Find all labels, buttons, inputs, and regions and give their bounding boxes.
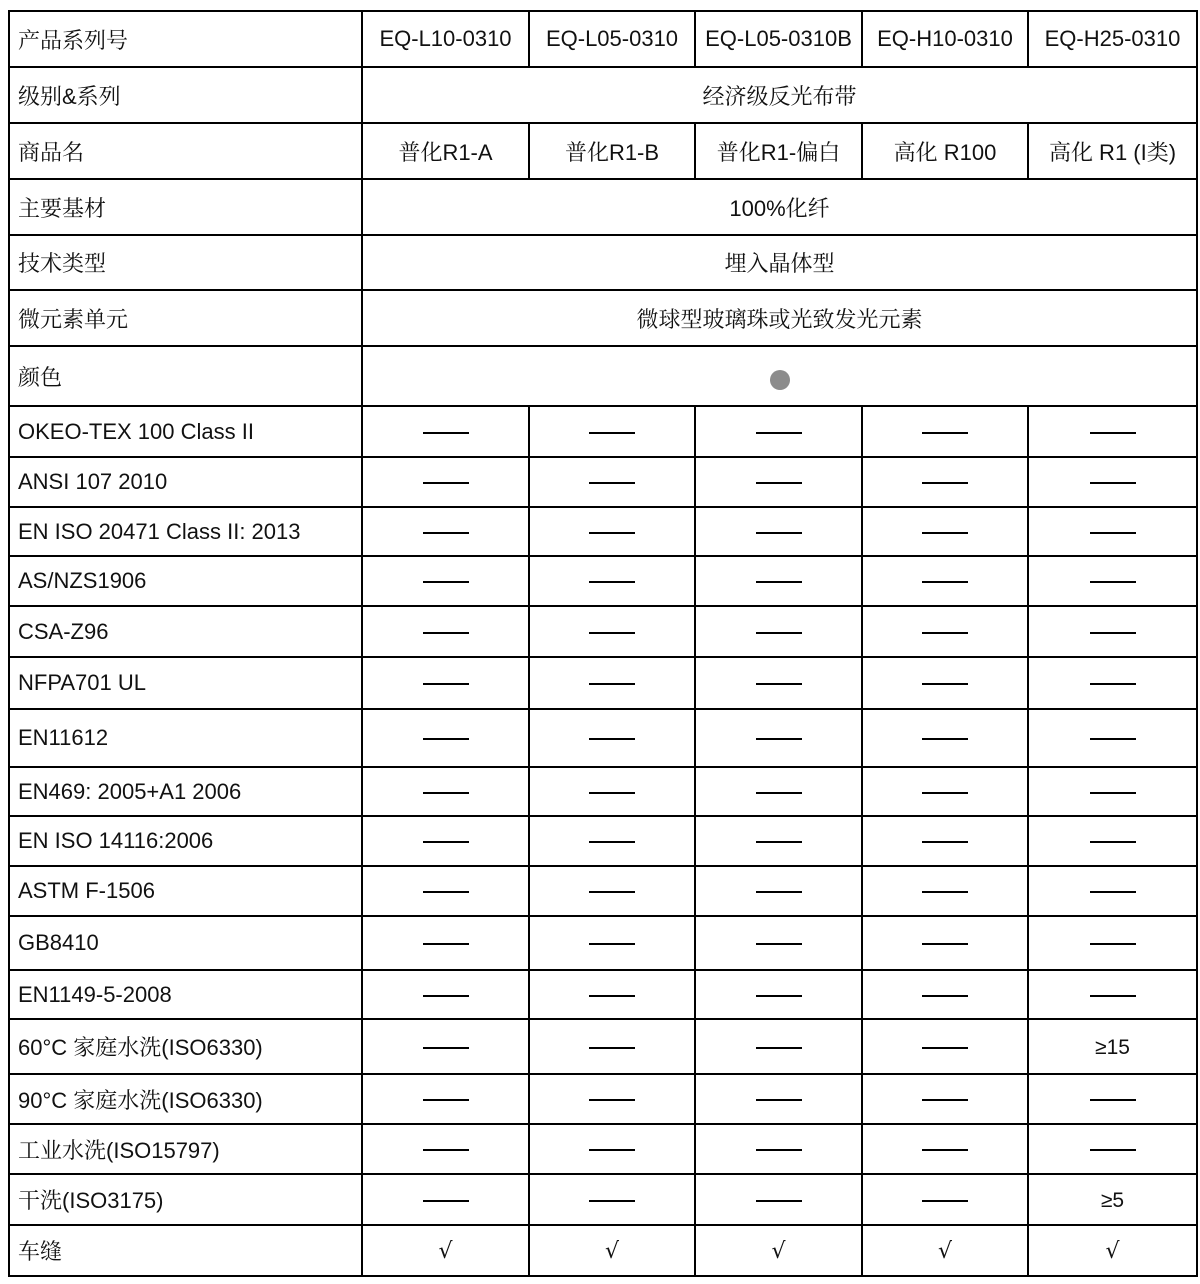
standard-row <box>9 866 1197 916</box>
dash-mark <box>589 432 635 434</box>
color-label: 颜色 <box>9 346 362 406</box>
dash-mark <box>1090 841 1136 843</box>
not-applicable-cell <box>1028 457 1197 507</box>
not-applicable-cell <box>695 507 862 556</box>
not-applicable-cell <box>695 970 862 1019</box>
dash-mark <box>922 943 968 945</box>
not-applicable-cell <box>362 1019 529 1074</box>
not-applicable-cell <box>1028 816 1197 866</box>
not-applicable-cell <box>362 406 529 457</box>
dash-mark <box>922 1149 968 1151</box>
check-cell <box>362 1225 529 1276</box>
not-applicable-cell <box>1028 406 1197 457</box>
standard-label: 干洗(ISO3175) <box>9 1174 362 1225</box>
dash-mark <box>756 532 802 534</box>
dash-mark <box>589 581 635 583</box>
not-applicable-cell <box>1028 657 1197 709</box>
dash-mark <box>423 995 469 997</box>
check-cell <box>529 1225 695 1276</box>
not-applicable-cell <box>1028 970 1197 1019</box>
model-name: EQ-L05-0310B <box>695 11 862 67</box>
dash-mark <box>756 1047 802 1049</box>
not-applicable-cell <box>529 970 695 1019</box>
standard-label: EN ISO 14116:2006 <box>9 816 362 866</box>
not-applicable-cell <box>362 970 529 1019</box>
base-material-label: 主要基材 <box>9 179 362 235</box>
not-applicable-cell <box>862 916 1028 970</box>
not-applicable-cell <box>362 709 529 767</box>
trade-name-value: 高化 R1 (I类) <box>1028 123 1197 179</box>
dash-mark <box>589 532 635 534</box>
dash-mark <box>423 1200 469 1202</box>
not-applicable-cell <box>1028 866 1197 916</box>
not-applicable-cell <box>362 1124 529 1174</box>
dash-mark <box>756 841 802 843</box>
dash-mark <box>756 1200 802 1202</box>
dash-mark <box>423 1149 469 1151</box>
grade-value: 经济级反光布带 <box>362 67 1197 123</box>
rating-cell <box>1028 1019 1197 1074</box>
trade-name-value: 高化 R100 <box>862 123 1028 179</box>
dash-mark <box>756 1149 802 1151</box>
dash-mark <box>922 632 968 634</box>
standard-label: EN1149-5-2008 <box>9 970 362 1019</box>
not-applicable-cell <box>529 406 695 457</box>
not-applicable-cell <box>862 709 1028 767</box>
dash-mark <box>423 683 469 685</box>
not-applicable-cell <box>862 970 1028 1019</box>
not-applicable-cell <box>529 916 695 970</box>
standard-row <box>9 1124 1197 1174</box>
standard-label: GB8410 <box>9 916 362 970</box>
dash-mark <box>756 683 802 685</box>
standard-label: 60°C 家庭水洗(ISO6330) <box>9 1019 362 1074</box>
not-applicable-cell <box>695 406 862 457</box>
dash-mark <box>922 738 968 740</box>
not-applicable-cell <box>862 1124 1028 1174</box>
not-applicable-cell <box>862 1074 1028 1124</box>
grade-label: 级别&系列 <box>9 67 362 123</box>
standard-row <box>9 606 1197 657</box>
not-applicable-cell <box>362 1074 529 1124</box>
dash-mark <box>589 1047 635 1049</box>
model-name: EQ-H10-0310 <box>862 11 1028 67</box>
not-applicable-cell <box>362 767 529 816</box>
not-applicable-cell <box>362 916 529 970</box>
dash-mark <box>423 943 469 945</box>
color-row <box>9 346 1197 406</box>
dash-mark <box>922 532 968 534</box>
not-applicable-cell <box>529 1074 695 1124</box>
base-material-value: 100%化纤 <box>362 179 1197 235</box>
header-row <box>9 11 1197 67</box>
not-applicable-cell <box>529 1019 695 1074</box>
dash-mark <box>423 1099 469 1101</box>
dash-mark <box>589 632 635 634</box>
grade-row <box>9 67 1197 123</box>
color-cell <box>362 346 1197 406</box>
rating-value: ≥15 <box>1095 1035 1130 1059</box>
dash-mark <box>922 581 968 583</box>
tech-type-row <box>9 235 1197 290</box>
dash-mark <box>922 841 968 843</box>
dash-mark <box>589 482 635 484</box>
dash-mark <box>589 995 635 997</box>
dash-mark <box>756 738 802 740</box>
not-applicable-cell <box>1028 507 1197 556</box>
spec-table <box>8 10 1198 1277</box>
check-cell <box>695 1225 862 1276</box>
standard-row <box>9 507 1197 556</box>
not-applicable-cell <box>862 606 1028 657</box>
dash-mark <box>1090 432 1136 434</box>
standard-row <box>9 816 1197 866</box>
dash-mark <box>589 738 635 740</box>
not-applicable-cell <box>695 916 862 970</box>
dash-mark <box>1090 581 1136 583</box>
dash-mark <box>756 432 802 434</box>
model-name: EQ-L10-0310 <box>362 11 529 67</box>
not-applicable-cell <box>862 767 1028 816</box>
standard-row <box>9 406 1197 457</box>
dash-mark <box>922 1200 968 1202</box>
standard-row <box>9 1074 1197 1124</box>
dash-mark <box>756 632 802 634</box>
not-applicable-cell <box>1028 1074 1197 1124</box>
standard-row <box>9 1019 1197 1074</box>
dash-mark <box>922 432 968 434</box>
not-applicable-cell <box>362 556 529 606</box>
not-applicable-cell <box>362 866 529 916</box>
dash-mark <box>1090 738 1136 740</box>
not-applicable-cell <box>862 816 1028 866</box>
not-applicable-cell <box>1028 767 1197 816</box>
dash-mark <box>922 891 968 893</box>
not-applicable-cell <box>695 709 862 767</box>
standard-row <box>9 916 1197 970</box>
dash-mark <box>1090 532 1136 534</box>
standard-row <box>9 657 1197 709</box>
rating-value: ≥5 <box>1100 1188 1125 1212</box>
not-applicable-cell <box>1028 606 1197 657</box>
not-applicable-cell <box>695 816 862 866</box>
dash-mark <box>756 792 802 794</box>
trade-name-value: 普化R1-B <box>529 123 695 179</box>
not-applicable-cell <box>362 507 529 556</box>
not-applicable-cell <box>862 556 1028 606</box>
tech-type-value: 埋入晶体型 <box>362 235 1197 290</box>
dash-mark <box>423 532 469 534</box>
standard-row <box>9 709 1197 767</box>
check-cell <box>1028 1225 1197 1276</box>
dash-mark <box>423 792 469 794</box>
not-applicable-cell <box>695 767 862 816</box>
not-applicable-cell <box>529 866 695 916</box>
not-applicable-cell <box>862 1019 1028 1074</box>
standard-row <box>9 1225 1197 1276</box>
dash-mark <box>922 683 968 685</box>
dash-mark <box>423 1047 469 1049</box>
dash-mark <box>423 632 469 634</box>
dash-mark <box>423 482 469 484</box>
not-applicable-cell <box>862 866 1028 916</box>
not-applicable-cell <box>695 606 862 657</box>
standard-label: CSA-Z96 <box>9 606 362 657</box>
dash-mark <box>589 891 635 893</box>
not-applicable-cell <box>695 1124 862 1174</box>
not-applicable-cell <box>529 816 695 866</box>
dash-mark <box>756 891 802 893</box>
not-applicable-cell <box>695 1174 862 1225</box>
dash-mark <box>1090 632 1136 634</box>
standard-label: EN469: 2005+A1 2006 <box>9 767 362 816</box>
rating-cell <box>1028 1174 1197 1225</box>
standard-label: NFPA701 UL <box>9 657 362 709</box>
micro-element-label: 微元素单元 <box>9 290 362 346</box>
not-applicable-cell <box>529 767 695 816</box>
not-applicable-cell <box>862 507 1028 556</box>
dash-mark <box>922 1047 968 1049</box>
dash-mark <box>922 995 968 997</box>
not-applicable-cell <box>529 507 695 556</box>
dash-mark <box>1090 1149 1136 1151</box>
dash-mark <box>1090 482 1136 484</box>
standard-row <box>9 556 1197 606</box>
not-applicable-cell <box>1028 1124 1197 1174</box>
check-cell <box>862 1225 1028 1276</box>
standard-label: OKEO-TEX 100 Class II <box>9 406 362 457</box>
not-applicable-cell <box>529 1174 695 1225</box>
not-applicable-cell <box>529 657 695 709</box>
micro-element-row <box>9 290 1197 346</box>
check-mark: √ <box>604 1238 620 1264</box>
trade-name-label: 商品名 <box>9 123 362 179</box>
dash-mark <box>589 1200 635 1202</box>
header-label: 产品系列号 <box>9 11 362 67</box>
standard-label: ANSI 107 2010 <box>9 457 362 507</box>
dash-mark <box>589 841 635 843</box>
base-material-row <box>9 179 1197 235</box>
dash-mark <box>1090 891 1136 893</box>
not-applicable-cell <box>529 457 695 507</box>
dash-mark <box>1090 1099 1136 1101</box>
dash-mark <box>589 1149 635 1151</box>
standard-label: 车缝 <box>9 1225 362 1276</box>
not-applicable-cell <box>862 457 1028 507</box>
trade-name-value: 普化R1-偏白 <box>695 123 862 179</box>
standard-row <box>9 1174 1197 1225</box>
dash-mark <box>756 482 802 484</box>
trade-name-value: 普化R1-A <box>362 123 529 179</box>
not-applicable-cell <box>529 556 695 606</box>
dash-mark <box>423 738 469 740</box>
dash-mark <box>1090 943 1136 945</box>
dash-mark <box>756 995 802 997</box>
not-applicable-cell <box>862 1174 1028 1225</box>
dash-mark <box>1090 792 1136 794</box>
not-applicable-cell <box>695 1074 862 1124</box>
standard-label: EN11612 <box>9 709 362 767</box>
not-applicable-cell <box>362 457 529 507</box>
standard-label: AS/NZS1906 <box>9 556 362 606</box>
dash-mark <box>423 891 469 893</box>
check-mark: √ <box>1105 1238 1120 1264</box>
not-applicable-cell <box>362 657 529 709</box>
dash-mark <box>756 581 802 583</box>
model-name: EQ-H25-0310 <box>1028 11 1197 67</box>
not-applicable-cell <box>695 657 862 709</box>
not-applicable-cell <box>529 709 695 767</box>
check-mark: √ <box>438 1238 453 1264</box>
standard-label: 90°C 家庭水洗(ISO6330) <box>9 1074 362 1124</box>
check-mark: √ <box>771 1238 786 1264</box>
not-applicable-cell <box>1028 709 1197 767</box>
dash-mark <box>589 683 635 685</box>
not-applicable-cell <box>529 606 695 657</box>
not-applicable-cell <box>695 866 862 916</box>
dash-mark <box>589 1099 635 1101</box>
not-applicable-cell <box>862 406 1028 457</box>
not-applicable-cell <box>1028 556 1197 606</box>
gray-dot-icon <box>770 370 790 390</box>
standard-label: ASTM F-1506 <box>9 866 362 916</box>
standard-label: EN ISO 20471 Class II: 2013 <box>9 507 362 556</box>
dash-mark <box>756 943 802 945</box>
not-applicable-cell <box>1028 916 1197 970</box>
check-mark: √ <box>937 1238 953 1264</box>
not-applicable-cell <box>695 1019 862 1074</box>
standard-row <box>9 970 1197 1019</box>
not-applicable-cell <box>862 657 1028 709</box>
standard-label: 工业水洗(ISO15797) <box>9 1124 362 1174</box>
not-applicable-cell <box>695 556 862 606</box>
standard-row <box>9 767 1197 816</box>
dash-mark <box>589 943 635 945</box>
trade-name-row <box>9 123 1197 179</box>
dash-mark <box>423 581 469 583</box>
dash-mark <box>423 432 469 434</box>
model-name: EQ-L05-0310 <box>529 11 695 67</box>
dash-mark <box>922 1099 968 1101</box>
not-applicable-cell <box>362 606 529 657</box>
dash-mark <box>756 1099 802 1101</box>
not-applicable-cell <box>362 1174 529 1225</box>
not-applicable-cell <box>529 1124 695 1174</box>
dash-mark <box>922 482 968 484</box>
micro-element-value: 微球型玻璃珠或光致发光元素 <box>362 290 1197 346</box>
not-applicable-cell <box>362 816 529 866</box>
not-applicable-cell <box>695 457 862 507</box>
dash-mark <box>1090 995 1136 997</box>
dash-mark <box>1090 683 1136 685</box>
dash-mark <box>589 792 635 794</box>
dash-mark <box>922 792 968 794</box>
tech-type-label: 技术类型 <box>9 235 362 290</box>
dash-mark <box>423 841 469 843</box>
standard-row <box>9 457 1197 507</box>
